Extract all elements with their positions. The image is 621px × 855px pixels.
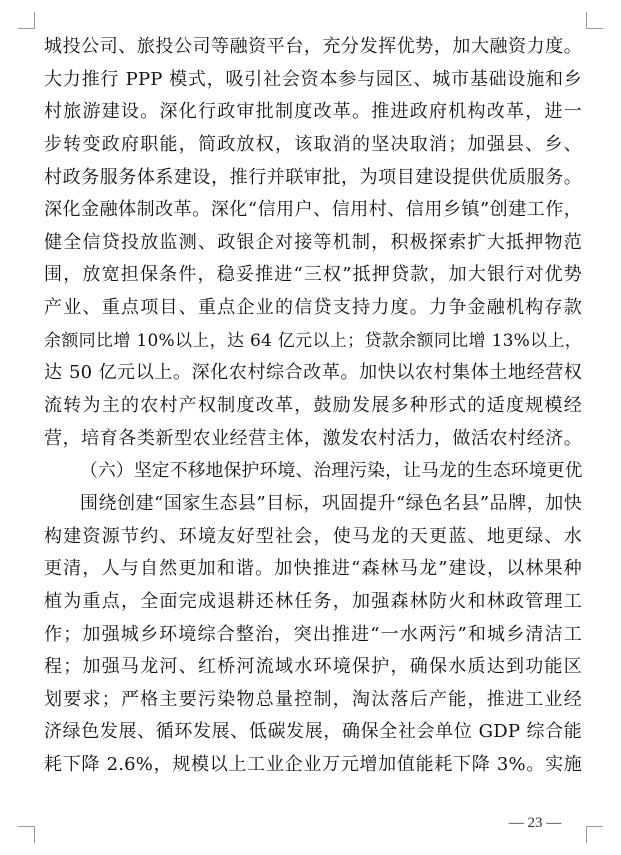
text-line: 围，放宽担保条件，稳妥推进“三权”抵押贷款，加大银行对优势 (44, 264, 582, 286)
text-line: 村政务服务体系建设，推行并联审批，为项目建设提供优质服务。 (44, 166, 582, 188)
body-text (44, 31, 582, 782)
text-line: 围绕创建“国家生态县”目标，巩固提升“绿色名县”品牌，加快 (80, 492, 582, 514)
text-line: 健全信贷投放监测、政银企对接等机制，积极探索扩大抵押物范 (44, 231, 582, 253)
text-line: 大力推行 PPP 模式，吸引社会资本参与园区、城市基础设施和乡 (44, 68, 582, 90)
text-line: 产业、重点项目、重点企业的信贷支持力度。力争金融机构存款 (44, 297, 582, 319)
crop-mark-top-left (18, 12, 35, 29)
crop-mark-bottom-right (586, 826, 603, 843)
text-line: 营，培育各类新型农业经营主体，激发农村活力，做活农村经济。 (44, 427, 582, 449)
text-line: 划要求；严格主要污染物总量控制，淘汰落后产能，推进工业经 (44, 688, 582, 710)
text-line: 流转为主的农村产权制度改革，鼓励发展多种形式的适度规模经 (44, 395, 582, 417)
text-line: 植为重点，全面完成退耕还林任务，加强森林防火和林政管理工 (44, 590, 582, 612)
section-heading: （六）坚定不移地保护环境、治理污染，让马龙的生态环境更优 (80, 461, 583, 482)
text-line: 村旅游建设。深化行政审批制度改革。推进政府机构改革，进一 (44, 101, 582, 123)
crop-mark-top-right (586, 12, 603, 29)
text-line: 济绿色发展、循环发展、低碳发展，确保全社会单位 GDP 综合能 (44, 721, 582, 743)
text-line: 步转变政府职能，简政放权，该取消的坚决取消；加强县、乡、 (44, 133, 582, 155)
page-number: — 23 — (508, 815, 562, 831)
text-line: 耗下降 2.6%，规模以上工业企业万元增加值能耗下降 3%。实施 (44, 754, 582, 776)
crop-mark-bottom-left (18, 826, 35, 843)
text-line: 城投公司、旅投公司等融资平台，充分发挥优势，加大融资力度。 (44, 36, 582, 57)
text-line: 构建资源节约、环境友好型社会，使马龙的天更蓝、地更绿、水 (44, 525, 582, 547)
text-line: 更清，人与自然更加和谐。加快推进“森林马龙”建设，以林果种 (44, 558, 582, 580)
text-line: 深化金融体制改革。深化“信用户、信用村、信用乡镇”创建工作， (44, 199, 582, 221)
text-line: 程；加强马龙河、红桥河流域水环境保护，确保水质达到功能区 (44, 656, 582, 678)
text-line: 作；加强城乡环境综合整治，突出推进“一水两污”和城乡清洁工 (44, 623, 582, 645)
text-line: 达 50 亿元以上。深化农村综合改革。加快以农村集体土地经营权 (44, 362, 582, 384)
text-line: 余额同比增 10%以上，达 64 亿元以上；贷款余额同比增 13%以上， (44, 330, 582, 351)
